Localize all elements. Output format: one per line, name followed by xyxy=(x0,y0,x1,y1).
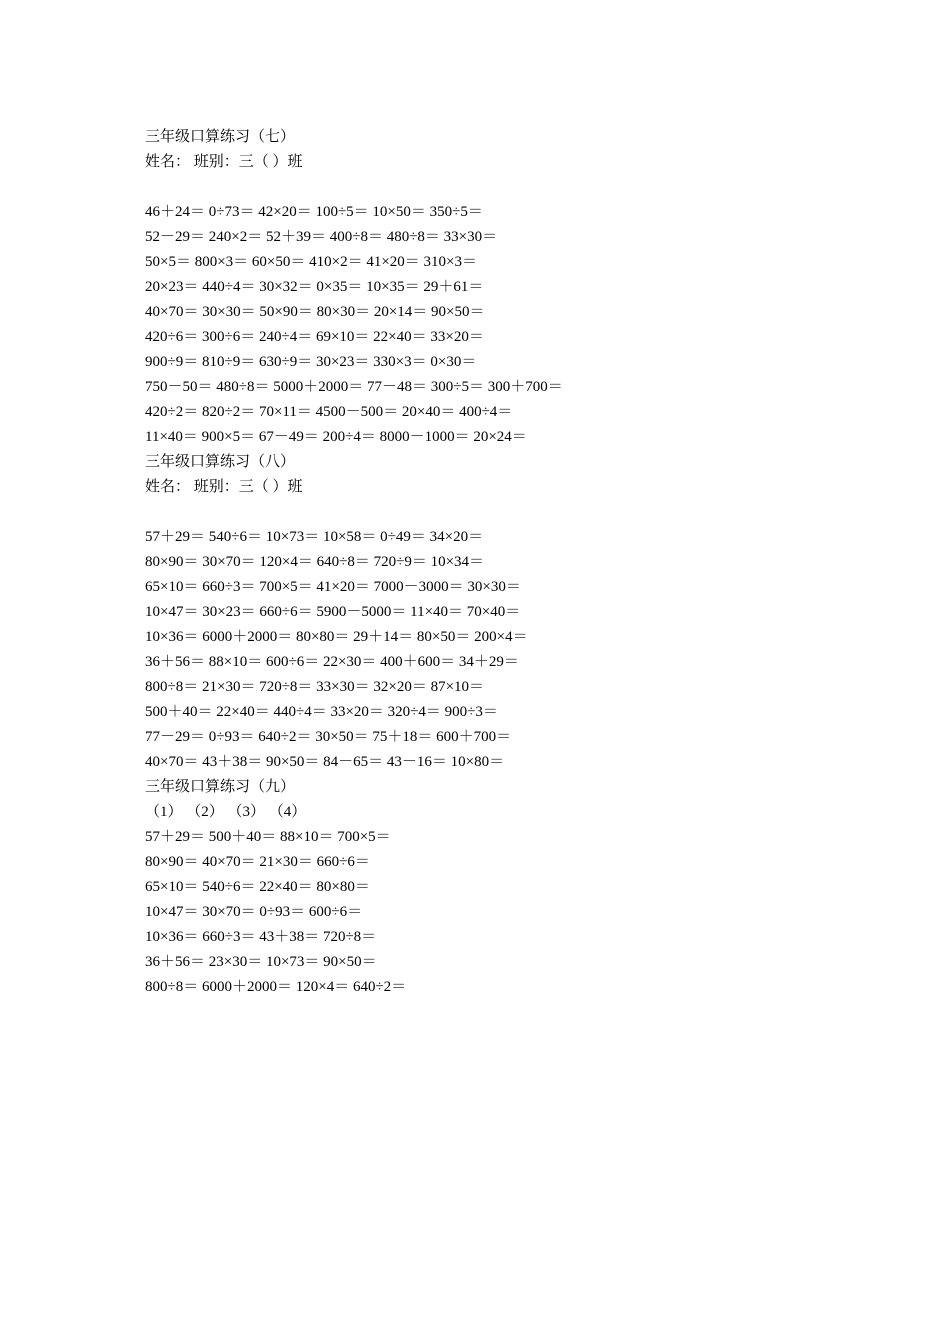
problem-row: 57＋29＝ 500＋40＝ 88×10＝ 700×5＝ xyxy=(145,829,391,845)
student-info-line: 姓名： 班别：三（ ）班 xyxy=(145,479,303,495)
problem-row: 10×36＝ 660÷3＝ 43＋38＝ 720÷8＝ xyxy=(145,929,377,945)
problem-row: 750－50＝ 480÷8＝ 5000＋2000＝ 77－48＝ 300÷5＝ 300＋700＝ xyxy=(145,379,563,395)
section-title: 三年级口算练习（九） xyxy=(145,779,296,795)
problem-row: 52－29＝ 240×2＝ 52＋39＝ 400÷8＝ 480÷8＝ 33×30＝ xyxy=(145,229,498,245)
problem-row: 10×47＝ 30×23＝ 660÷6＝ 5900－5000＝ 11×40＝ 70×40＝ xyxy=(145,604,521,620)
student-info-line: 姓名： 班别：三（ ）班 xyxy=(145,154,303,170)
problem-row: 20×23＝ 440÷4＝ 30×32＝ 0×35＝ 10×35＝ 29＋61＝ xyxy=(145,279,484,295)
problem-row: 10×47＝ 30×70＝ 0÷93＝ 600÷6＝ xyxy=(145,904,363,920)
section-title: 三年级口算练习（八） xyxy=(145,454,296,470)
problem-row: 900÷9＝ 810÷9＝ 630÷9＝ 30×23＝ 330×3＝ 0×30＝ xyxy=(145,354,477,370)
problem-row: 40×70＝ 43＋38＝ 90×50＝ 84－65＝ 43－16＝ 10×80＝ xyxy=(145,754,505,770)
blank-line xyxy=(145,175,845,200)
problem-row: 80×90＝ 30×70＝ 120×4＝ 640÷8＝ 720÷9＝ 10×34＝ xyxy=(145,554,485,570)
problem-row: 65×10＝ 540÷6＝ 22×40＝ 80×80＝ xyxy=(145,879,370,895)
problem-row: 46＋24＝ 0÷73＝ 42×20＝ 100÷5＝ 10×50＝ 350÷5＝ xyxy=(145,204,483,220)
problem-row: 500＋40＝ 22×40＝ 440÷4＝ 33×20＝ 320÷4＝ 900÷3＝ xyxy=(145,704,498,720)
problem-row: 36＋56＝ 23×30＝ 10×73＝ 90×50＝ xyxy=(145,954,377,970)
problem-row: 10×36＝ 6000＋2000＝ 80×80＝ 29＋14＝ 80×50＝ 200×4＝ xyxy=(145,629,528,645)
worksheet-page xyxy=(145,125,845,1000)
blank-line xyxy=(145,500,845,525)
problem-row: 40×70＝ 30×30＝ 50×90＝ 80×30＝ 20×14＝ 90×50＝ xyxy=(145,304,485,320)
problem-row: 65×10＝ 660÷3＝ 700×5＝ 41×20＝ 7000－3000＝ 30×30＝ xyxy=(145,579,521,595)
problem-row: 36＋56＝ 88×10＝ 600÷6＝ 22×30＝ 400＋600＝ 34＋29＝ xyxy=(145,654,519,670)
problem-row: 420÷6＝ 300÷6＝ 240÷4＝ 69×10＝ 22×40＝ 33×20＝ xyxy=(145,329,484,345)
problem-row: 800÷8＝ 6000＋2000＝ 120×4＝ 640÷2＝ xyxy=(145,979,407,995)
problem-row: 420÷2＝ 820÷2＝ 70×11＝ 4500－500＝ 20×40＝ 400÷4＝ xyxy=(145,404,513,420)
problem-row: 77－29＝ 0÷93＝ 640÷2＝ 30×50＝ 75＋18＝ 600＋700＝ xyxy=(145,729,512,745)
problem-row: 80×90＝ 40×70＝ 21×30＝ 660÷6＝ xyxy=(145,854,370,870)
column-numbers-line: （1） （2） （3） （4） xyxy=(145,804,307,820)
problem-row: 11×40＝ 900×5＝ 67－49＝ 200÷4＝ 8000－1000＝ 20×24＝ xyxy=(145,429,527,445)
problem-row: 57＋29＝ 540÷6＝ 10×73＝ 10×58＝ 0÷49＝ 34×20＝ xyxy=(145,529,484,545)
section-title: 三年级口算练习（七） xyxy=(145,129,296,145)
problem-row: 800÷8＝ 21×30＝ 720÷8＝ 33×30＝ 32×20＝ 87×10＝ xyxy=(145,679,485,695)
problem-row: 50×5＝ 800×3＝ 60×50＝ 410×2＝ 41×20＝ 310×3＝ xyxy=(145,254,478,270)
